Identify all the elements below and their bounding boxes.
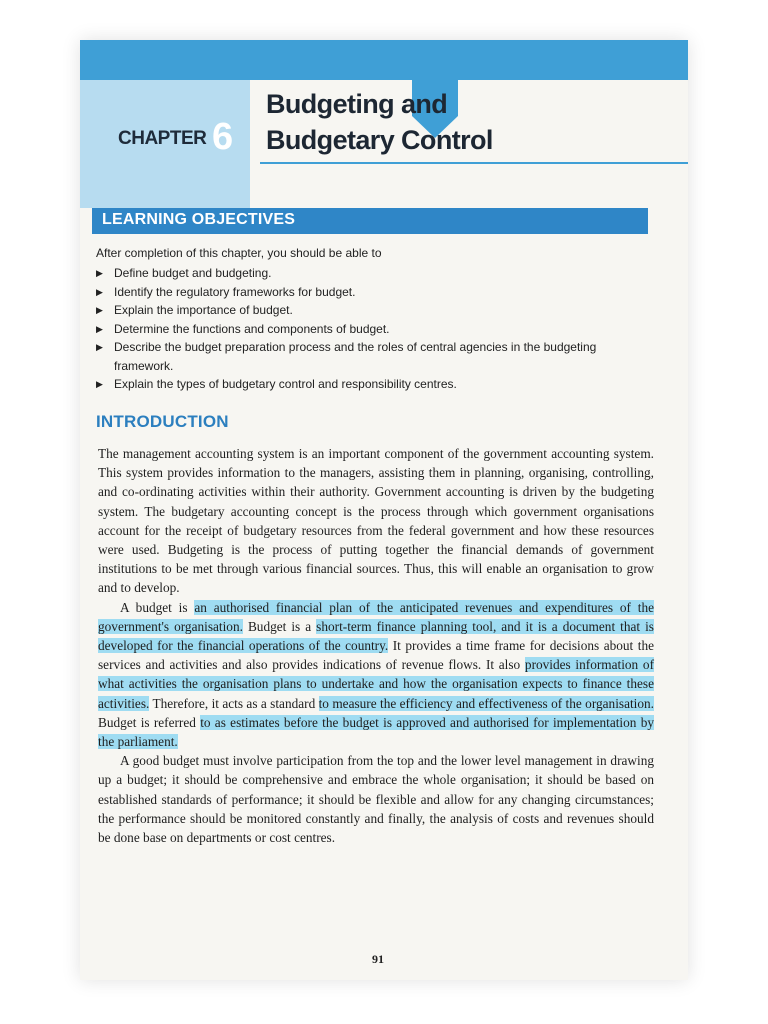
triangle-bullet-icon: ▶	[96, 323, 103, 334]
objective-text: Determine the functions and components of budget.	[114, 321, 390, 336]
learning-objectives-bar	[92, 208, 648, 234]
learning-objectives-heading: LEARNING OBJECTIVES	[102, 211, 296, 228]
text-run: Therefore, it acts as a standard	[149, 695, 319, 711]
title-divider	[260, 162, 688, 164]
objective-item	[96, 264, 616, 283]
triangle-bullet-icon: ▶	[96, 379, 103, 389]
chapter-title-line1: Budgeting and	[266, 89, 448, 119]
highlighted-text: to measure the efficiency and effectiveness of the organisation.	[318, 695, 654, 711]
objective-item	[96, 320, 616, 339]
objective-text: Describe the budget preparation process and the roles of central agencies in the budgeting framework.	[114, 340, 597, 373]
triangle-bullet-icon: ▶	[96, 286, 103, 297]
triangle-bullet-icon: ▶	[96, 268, 103, 278]
objective-item	[96, 375, 616, 394]
learning-objectives-intro: After completion of this chapter, you should be able to	[96, 246, 382, 260]
objective-item	[96, 338, 616, 375]
chapter-title-line2: Budgetary Control	[266, 125, 493, 155]
chapter-number: 6	[212, 116, 234, 158]
paragraph	[98, 598, 654, 752]
triangle-bullet-icon: ▶	[96, 305, 103, 315]
paragraph: A good budget must involve participation from the top and the lower level management in drawing up a budget; it should be comprehensive and embrace the whole organisation; it should be based on established standards of performance; it should be flexible and allow for any changing circumstances; the performance should be monitored constantly and finally, the analysis of costs and revenues should be done base on departments or cost centres.	[98, 753, 654, 846]
text-run: Budget is a	[242, 618, 317, 634]
highlighted-text: to as estimates before the budget is approved and authorised for implementation by the parliament.	[98, 714, 654, 750]
chapter-title	[266, 86, 666, 158]
objective-text: Define budget and budgeting.	[114, 266, 272, 280]
objective-item	[96, 283, 616, 302]
paragraph: The management accounting system is an important component of the government accounting system. This system provides information to the managers, assisting them in planning, organising, controlling, and co-ordinating activities within their authority. Government accounting is driven by the budgeting system. The budgetary accounting concept is the process through which government organisations account for the receipt of budgetary resources from the federal government and how these resources were used. Budgeting is the process of putting together the financial demands of government institutions to be met through various financial sources. Thus, this will enable an organisation to grow and to develop.	[98, 446, 654, 596]
objective-text: Explain the importance of budget.	[114, 303, 293, 317]
highlighted-text: provides information of what activities the organisation plans to undertake and how the organisation expects to finance these activities.	[98, 657, 654, 711]
highlighted-text: an authorised financial plan of the anticipated revenues and expenditures of the government's organisation.	[98, 599, 655, 634]
objective-text: Identify the regulatory frameworks for budget.	[114, 284, 356, 299]
header-band	[80, 40, 688, 80]
text-run: It provides a time frame for decisions about the services and activities and also provides indications of revenue flows. It also	[98, 638, 654, 673]
learning-objectives-list	[96, 264, 616, 394]
chapter-label: CHAPTER	[118, 128, 207, 149]
objective-item	[96, 301, 616, 320]
objective-text: Explain the types of budgetary control and responsibility centres.	[114, 377, 457, 391]
text-run: Budget is referred	[98, 714, 201, 730]
introduction-body	[98, 444, 654, 847]
page-number: 91	[372, 952, 384, 966]
book-page	[80, 40, 688, 980]
highlighted-text: short-term finance planning tool, and it is a document that is developed for the financial operations of the country.	[98, 618, 654, 654]
introduction-heading: INTRODUCTION	[96, 412, 229, 431]
triangle-bullet-icon: ▶	[96, 342, 103, 352]
text-run: A budget is	[120, 599, 195, 615]
